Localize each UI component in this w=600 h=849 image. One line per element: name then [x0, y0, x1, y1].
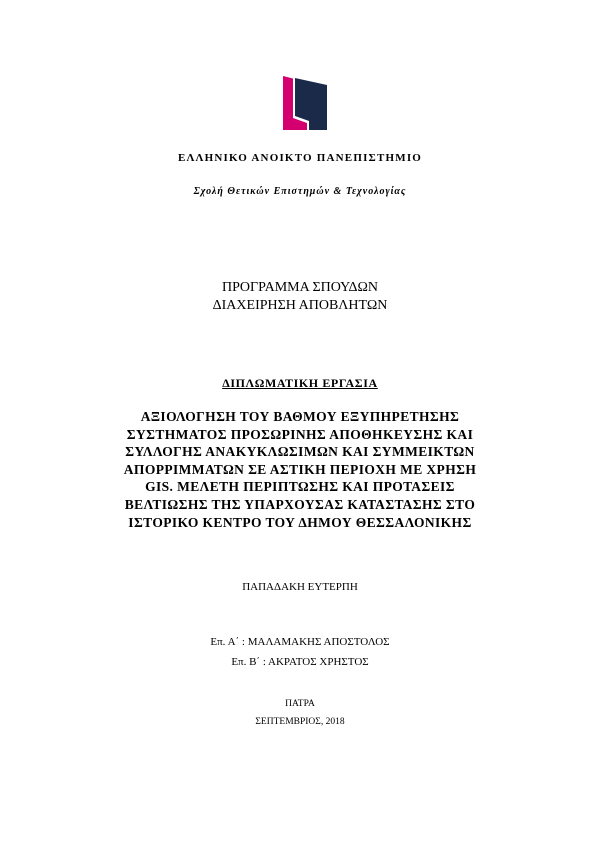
thesis-title-line: ΑΞΙΟΛΟΓΗΣΗ ΤΟΥ ΒΑΘΜΟΥ ΕΞΥΠΗΡΕΤΗΣΗΣ — [140, 409, 460, 424]
program-title: ΠΡΟΓΡΑΜΜΑ ΣΠΟΥΔΩΝ — [221, 280, 378, 295]
supervisors — [0, 632, 600, 672]
program-subject: ΔΙΑΧΕΙΡΗΣΗ ΑΠΟΒΛΗΤΩΝ — [212, 298, 388, 313]
thesis-title-line: ΣΥΛΛΟΓΗΣ ΑΝΑΚΥΚΛΩΣΙΜΩΝ ΚΑΙ ΣΥΜΜΕΙΚΤΩΝ — [125, 444, 475, 460]
thesis-title-line: ΒΕΛΤΙΩΣΗΣ ΤΗΣ ΥΠΑΡΧΟΥΣΑΣ ΚΑΤΑΣΤΑΣΗΣ ΣΤΟ — [124, 496, 476, 512]
university-logo — [283, 74, 327, 130]
school-name: Σχολή Θετικών Επιστημών & Τεχνολογίας — [193, 186, 407, 197]
document-type: ΔΙΠΛΩΜΑΤΙΚΗ ΕΡΓΑΣΙΑ — [222, 376, 378, 390]
thesis-title-line: ΑΠΟΡΡΙΜΜΑΤΩΝ ΣΕ ΑΣΤΙΚΗ ΠΕΡΙΟΧΗ ΜΕ ΧΡΗΣΗ — [123, 461, 477, 477]
city: ΠΑΤΡΑ — [285, 699, 315, 709]
author-name: ΠΑΠΑΔΑΚΗ ΕΥΤΕΡΠΗ — [242, 581, 358, 593]
thesis-title-line: GIS. ΜΕΛΕΤΗ ΠΕΡΙΠΤΩΣΗΣ ΚΑΙ ΠΡΟΤΑΣΕΙΣ — [145, 479, 455, 495]
submission-date: ΣΕΠΤΕΜΒΡΙΟΣ, 2018 — [255, 717, 345, 727]
thesis-title-line: ΙΣΤΟΡΙΚΟ ΚΕΝΤΡΟ ΤΟΥ ΔΗΜΟΥ ΘΕΣΣΑΛΟΝΙΚΗΣ — [128, 514, 472, 530]
supervisor-b: Επ. Β΄ : ΑΚΡΑΤΟΣ ΧΡΗΣΤΟΣ — [231, 656, 369, 668]
study-program — [0, 279, 600, 315]
thesis-title-line: ΣΥΣΤΗΜΑΤΟΣ ΠΡΟΣΩΡΙΝΗΣ ΑΠΟΘΗΚΕΥΣΗΣ ΚΑΙ — [126, 426, 474, 442]
supervisor-a: Επ. Α΄ : ΜΑΛΑΜΑΚΗΣ ΑΠΟΣΤΟΛΟΣ — [210, 636, 390, 648]
university-name: ΕΛΛΗΝΙΚΟ ΑΝΟΙΚΤΟ ΠΑΝΕΠΙΣΤΗΜΙΟ — [177, 152, 423, 164]
thesis-title — [0, 408, 600, 531]
